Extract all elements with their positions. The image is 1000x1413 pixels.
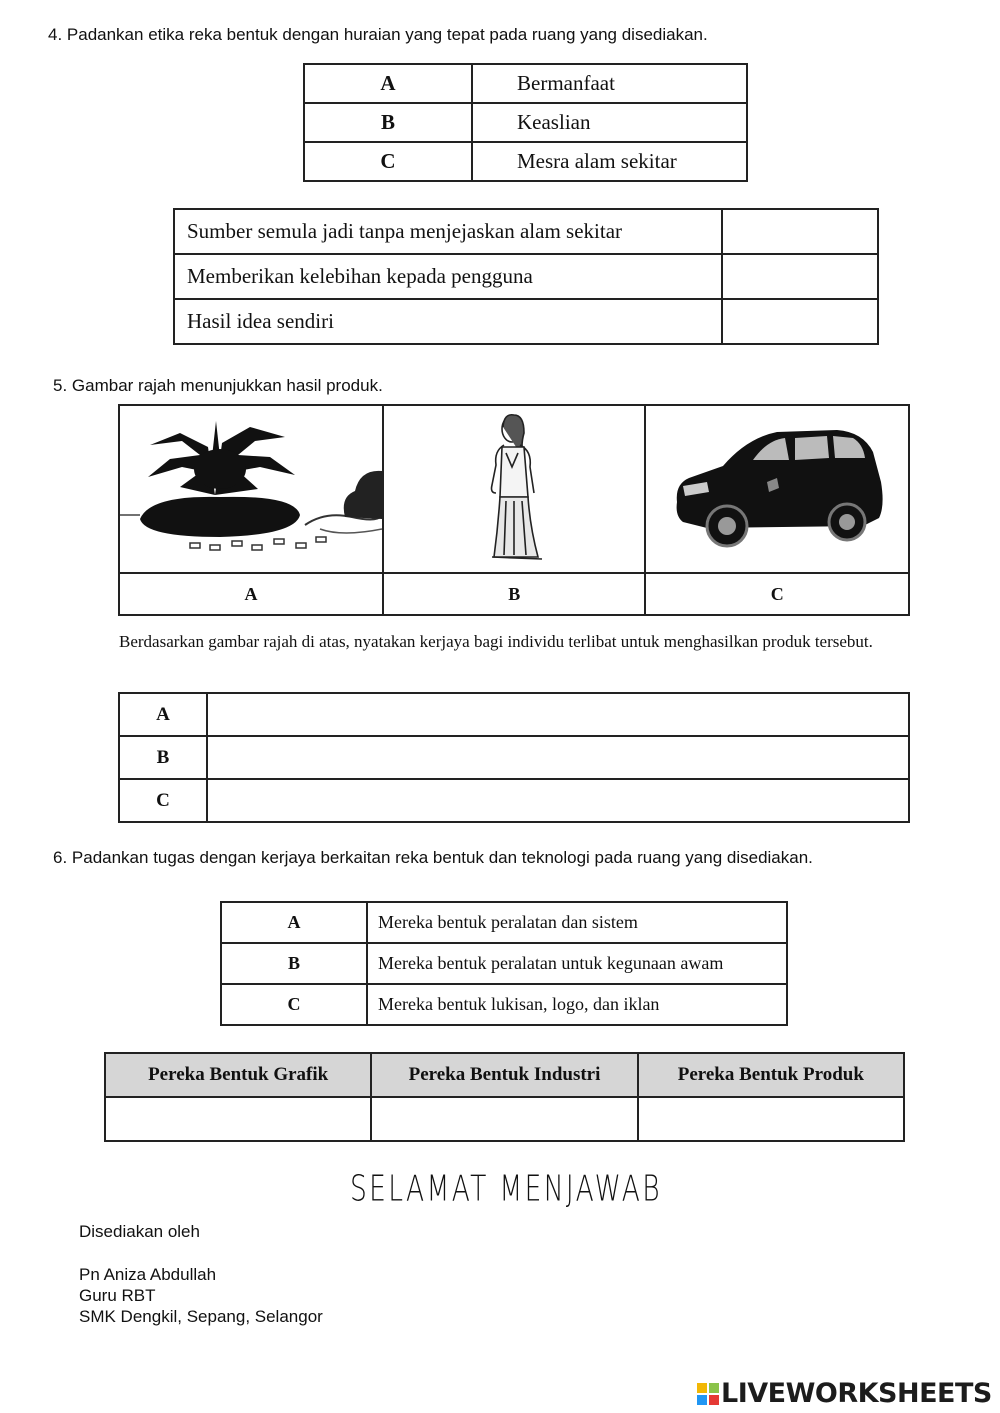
option-text: Mereka bentuk lukisan, logo, dan iklan: [367, 984, 787, 1025]
answer-field[interactable]: [638, 1097, 904, 1141]
image-cell: [383, 405, 645, 573]
image-cell: [119, 405, 383, 573]
answer-field[interactable]: [371, 1097, 637, 1141]
answer-label: C: [119, 779, 207, 822]
car-image: [667, 422, 887, 552]
option-label: A: [221, 902, 367, 943]
q5-answer-table: [118, 692, 910, 823]
option-label: A: [304, 64, 472, 103]
q5-instruction: Berdasarkan gambar rajah di atas, nyatakan kerjaya bagi individu terlibat untuk menghasilkan produk tersebut.: [119, 632, 873, 651]
table-row: [221, 984, 787, 1025]
table-row: [105, 1097, 904, 1141]
career-header: Pereka Bentuk Produk: [638, 1053, 904, 1097]
liveworksheets-icon: [697, 1383, 719, 1405]
statement-text: Memberikan kelebihan kepada pengguna: [174, 254, 722, 299]
option-label: C: [221, 984, 367, 1025]
header-row: [105, 1053, 904, 1097]
option-text: Bermanfaat: [472, 64, 747, 103]
caption-row: [119, 573, 909, 615]
table-row: [304, 142, 747, 181]
table-row: [119, 736, 909, 779]
statement-text: Hasil idea sendiri: [174, 299, 722, 344]
answer-field[interactable]: [105, 1097, 371, 1141]
option-label: B: [221, 943, 367, 984]
q6-question: 6. Padankan tugas dengan kerjaya berkaitan reka bentuk dan teknologi pada ruang yang disediakan.: [53, 848, 813, 867]
image-caption: C: [645, 573, 909, 615]
prepared-by: Disediakan oleh: [79, 1222, 200, 1241]
author-role: Guru RBT: [79, 1286, 156, 1305]
image-caption: A: [119, 573, 383, 615]
table-row: [119, 693, 909, 736]
answer-label: A: [119, 693, 207, 736]
option-text: Mereka bentuk peralatan untuk kegunaan awam: [367, 943, 787, 984]
answer-field[interactable]: [722, 209, 878, 254]
q5-image-table: [118, 404, 910, 616]
table-row: [304, 103, 747, 142]
palm-garden-image: [120, 407, 382, 567]
option-text: Mesra alam sekitar: [472, 142, 747, 181]
career-header: Pereka Bentuk Grafik: [105, 1053, 371, 1097]
closing-message: SELAMAT MENJAWAB: [350, 1168, 662, 1210]
woman-in-kebaya-image: [454, 407, 574, 567]
author-name: Pn Aniza Abdullah: [79, 1265, 217, 1284]
statement-text: Sumber semula jadi tanpa menjejaskan alam sekitar: [174, 209, 722, 254]
image-cell: [645, 405, 909, 573]
answer-label: B: [119, 736, 207, 779]
table-row: [174, 209, 878, 254]
table-row: [174, 299, 878, 344]
option-label: C: [304, 142, 472, 181]
table-row: [221, 902, 787, 943]
image-caption: B: [383, 573, 645, 615]
career-header: Pereka Bentuk Industri: [371, 1053, 637, 1097]
option-label: B: [304, 103, 472, 142]
answer-field[interactable]: [207, 736, 909, 779]
answer-field[interactable]: [207, 693, 909, 736]
q4-question: 4. Padankan etika reka bentuk dengan huraian yang tepat pada ruang yang disediakan.: [48, 25, 708, 44]
option-text: Keaslian: [472, 103, 747, 142]
answer-field[interactable]: [722, 254, 878, 299]
author-school: SMK Dengkil, Sepang, Selangor: [79, 1307, 323, 1326]
brand-name: LIVEWORKSHEETS: [721, 1378, 992, 1409]
answer-field[interactable]: [722, 299, 878, 344]
q6-career-table: [104, 1052, 905, 1142]
table-row: [304, 64, 747, 103]
table-row: [119, 779, 909, 822]
q5-question: 5. Gambar rajah menunjukkan hasil produk.: [53, 376, 383, 395]
option-text: Mereka bentuk peralatan dan sistem: [367, 902, 787, 943]
image-row: [119, 405, 909, 573]
q6-options-table: [220, 901, 788, 1026]
answer-field[interactable]: [207, 779, 909, 822]
liveworksheets-logo: [697, 1378, 992, 1409]
q4-statements-table: [173, 208, 879, 345]
table-row: [174, 254, 878, 299]
table-row: [221, 943, 787, 984]
q4-options-table: [303, 63, 748, 182]
